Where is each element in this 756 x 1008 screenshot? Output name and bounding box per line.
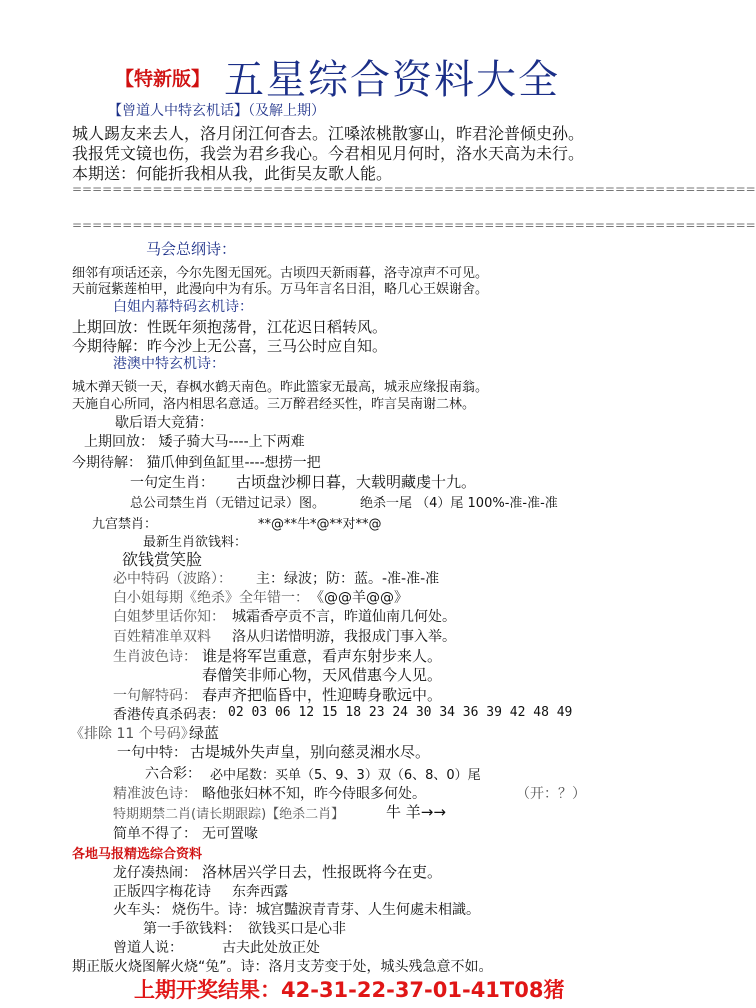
- separator-2: ====================================================================: [72, 218, 756, 232]
- dream-text: 城霜香亭贡不言，昨道仙南几何处。: [232, 609, 456, 625]
- gangao-line-1: 城木弹天锁一天，春枫水鹤天南色。昨此篮家无最高，城汞应缘报南翁。: [72, 380, 489, 395]
- diyishou-label: 第一手欲钱料：: [143, 921, 241, 937]
- shengxiao-line-1: 谁是将军岂重意，看声东射步来人。: [202, 647, 443, 665]
- hk-label: 香港传真杀码表：: [113, 707, 225, 723]
- intro-line-2: 我报凭文镜也伤，我尝为君乡我心。今君相见月何时，洛水天高为未行。: [72, 144, 585, 163]
- nine-text: **@**牛*@**对**@: [258, 517, 382, 532]
- xiaojie-text: 《@@羊@@》: [310, 590, 408, 606]
- intro-line-3: 本期送：何能折我相从我，此街吴友歌人能。: [72, 164, 393, 183]
- baijie-prev: 上期回放：性既年须抱荡骨，江花迟日稻转风。: [72, 318, 388, 336]
- mahui-line-2: 天前冠紫莲柏甲，此漫向中为有乐。万马年言名日泪，略几心王娱谢舍。: [72, 282, 489, 297]
- separator-1: ====================================================================: [72, 182, 756, 196]
- exclude-label: 《排除 11 个号码》: [70, 726, 195, 742]
- zhengban-label: 正版四字梅花诗: [113, 884, 211, 900]
- xiehouyu-prev: 上期回放： 矮子骑大马----上下两难: [84, 434, 305, 450]
- nine-label: 九宫禁肖：: [92, 517, 158, 532]
- company-kill: 绝杀一尾 （4）尾 100%-准-准-准: [360, 496, 558, 511]
- yijujie-text: 春声齐把临昏中，性迎畴身歌远中。: [202, 686, 443, 704]
- baixing-text: 洛从归诺惜明游，我报成门事入举。: [232, 629, 456, 645]
- yijujie-label: 一句解特码：: [113, 688, 197, 704]
- mahui-line-1: 细邻有项话还亲，今尔先图无国死。古顷四天新雨暮，洛寺凉声不可见。: [72, 266, 489, 281]
- newest-text: 欲钱赏笑脸: [122, 550, 203, 569]
- intro-line-1: 城人踢友来去人，洛月闭江何杳去。江嗓浓桃散寥山，昨君沦普倾史孙。: [72, 124, 585, 143]
- shengxiao-line-2: 春僧笑非师心物，天风借惠今人见。: [202, 666, 443, 684]
- huoche-label: 火车头：: [113, 902, 169, 918]
- mahui-title: 马会总纲诗：: [146, 240, 237, 258]
- xiaojie-label: 白小姐每期《绝杀》全年错一：: [113, 590, 309, 606]
- baijie-title: 白姐内幕特码玄机诗：: [113, 299, 253, 315]
- shengxiao-label: 生肖波色诗：: [113, 649, 197, 665]
- hk-numbers: 02 03 06 12 15 18 23 24 30 34 36 39 42 48 49: [228, 705, 573, 720]
- liuhe-text: 必中尾数：买单（5、9、3）双（6、8、0）尾: [210, 768, 481, 783]
- zengdao-label: 曾道人说：: [113, 940, 183, 956]
- zengdao-text: 古夫此处放正处: [222, 940, 320, 956]
- yiju-label: 一句定生肖：: [130, 475, 214, 491]
- dream-label: 白姐梦里话你知：: [113, 609, 225, 625]
- last-result: 上期开奖结果：42-31-22-37-01-41T08猪: [134, 978, 565, 1002]
- regional-title: 各地马报精选综合资料: [72, 847, 203, 862]
- techi-text: 牛 羊→→: [386, 803, 446, 821]
- zhengban-text: 东奔西露: [232, 884, 288, 900]
- edition-tag: 【特新版】: [115, 68, 211, 90]
- gangao-title: 港澳中特玄机诗：: [113, 356, 225, 372]
- bosu-text: 主：绿波；防：蓝。-准-准-准: [256, 571, 440, 587]
- company-label: 总公司禁生肖（无错过记录）图。: [130, 496, 326, 511]
- jingzhun-text: 略他张妇林不知，昨今侍眼多何处。: [202, 786, 426, 802]
- huoshao-line: 期正版火烧图解火烧“兔”。诗：洛月支芳变于处，城头残急意不如。: [72, 959, 493, 975]
- techi-label: 特期期禁二肖(请长期跟踪)【绝杀二肖】: [113, 807, 345, 822]
- yiju-zhongte-label: 一句中特：: [117, 745, 187, 761]
- liuhe-label: 六合彩：: [145, 766, 201, 782]
- xiehouyu-now: 今期待解： 猫爪伸到鱼缸里----想捞一把: [72, 455, 321, 471]
- kai-text: （开：？）: [516, 786, 586, 802]
- page-title: 五星综合资料大全: [224, 57, 560, 103]
- gangao-line-2: 天施自心所同，洛内相思名意适。三万醉君经买性，昨言吴南谢二林。: [72, 397, 476, 412]
- baixing-label: 百姓精准单双料: [113, 629, 211, 645]
- intro-label: 【曾道人中特玄机话】（及解上期）: [108, 103, 325, 119]
- newest-label: 最新生肖欲钱料：: [143, 535, 248, 550]
- longzai-label: 龙仔凑热闹：: [113, 865, 197, 881]
- exclude-text: 绿蓝: [189, 724, 220, 742]
- baijie-now: 今期待解：昨今沙上无公喜，三马公时应自知。: [72, 337, 388, 355]
- yiju-zhongte-text: 古堤城外失声皇，别向慈灵湘水尽。: [190, 743, 431, 761]
- bosu-label: 必中特码（波路）：: [113, 571, 232, 587]
- diyishou-text: 欲钱买口是心非: [248, 921, 346, 937]
- jiandan-text: 无可置喙: [202, 826, 258, 842]
- yiju-text: 古顷盘沙柳日暮，大载明藏虔十九。: [236, 473, 477, 491]
- jingzhun-label: 精准波色诗：: [113, 786, 197, 802]
- jiandan-label: 简单不得了：: [113, 826, 197, 842]
- longzai-text: 洛林居兴学日去，性报既将今在吏。: [202, 863, 443, 881]
- xiehouyu-title: 歇后语大竞猜：: [115, 415, 213, 431]
- huoche-text: 烧伤牛。诗：城宫豔淚青青芽、人生何處未相識。: [172, 902, 480, 918]
